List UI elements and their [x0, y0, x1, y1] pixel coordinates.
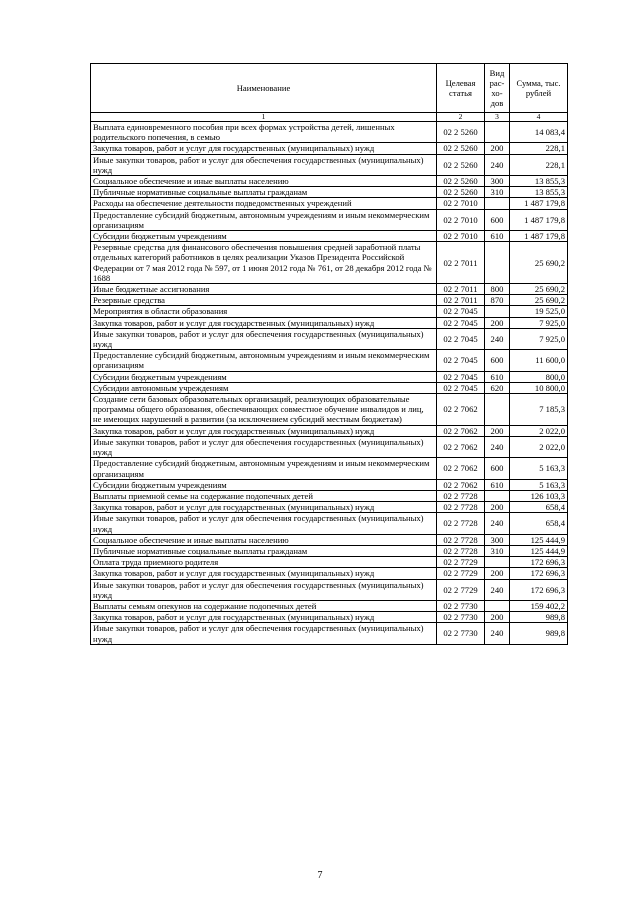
row-name: Расходы на обеспечение деятельности подведомственных учреждений — [91, 198, 437, 209]
table-row — [91, 284, 568, 295]
row-amount: 126 103,3 — [510, 490, 568, 501]
row-code: 02 2 7045 — [437, 328, 485, 349]
row-name: Иные закупки товаров, работ и услуг для обеспечения государственных (муниципальных) нужд — [91, 579, 437, 600]
row-amount: 19 525,0 — [510, 306, 568, 317]
table-row — [91, 154, 568, 175]
row-name: Закупка товаров, работ и услуг для государственных (муниципальных) нужд — [91, 502, 437, 513]
budget-table — [90, 63, 568, 645]
table-row — [91, 513, 568, 534]
row-amount: 13 855,3 — [510, 176, 568, 187]
row-code: 02 2 7062 — [437, 479, 485, 490]
row-name: Субсидии автономным учреждениям — [91, 382, 437, 393]
row-name: Иные закупки товаров, работ и услуг для обеспечения государственных (муниципальных) нужд — [91, 154, 437, 175]
row-amount: 800,0 — [510, 371, 568, 382]
table-row — [91, 382, 568, 393]
row-code: 02 2 7045 — [437, 350, 485, 371]
row-name: Закупка товаров, работ и услуг для государственных (муниципальных) нужд — [91, 425, 437, 436]
table-row — [91, 600, 568, 611]
row-amount: 989,8 — [510, 612, 568, 623]
row-name: Резервные средства — [91, 295, 437, 306]
row-amount: 25 690,2 — [510, 284, 568, 295]
row-code: 02 2 7045 — [437, 382, 485, 393]
table-row — [91, 534, 568, 545]
row-amount: 172 696,3 — [510, 579, 568, 600]
row-code: 02 2 5260 — [437, 187, 485, 198]
row-amount: 11 600,0 — [510, 350, 568, 371]
table-row — [91, 231, 568, 242]
row-name: Иные закупки товаров, работ и услуг для обеспечения государственных (муниципальных) нужд — [91, 513, 437, 534]
row-type: 200 — [485, 502, 510, 513]
row-code: 02 2 7730 — [437, 623, 485, 644]
row-name: Закупка товаров, работ и услуг для государственных (муниципальных) нужд — [91, 317, 437, 328]
row-name: Закупка товаров, работ и услуг для государственных (муниципальных) нужд — [91, 612, 437, 623]
row-type: 600 — [485, 458, 510, 479]
table-row — [91, 436, 568, 457]
row-amount: 989,8 — [510, 623, 568, 644]
table-row — [91, 295, 568, 306]
column-number: 1 — [91, 113, 437, 122]
row-type: 610 — [485, 231, 510, 242]
row-name: Публичные нормативные социальные выплаты гражданам — [91, 187, 437, 198]
row-type: 200 — [485, 612, 510, 623]
row-type: 310 — [485, 187, 510, 198]
row-type — [485, 490, 510, 501]
header-code: Целевая статья — [437, 64, 485, 113]
row-amount: 1 487 179,8 — [510, 198, 568, 209]
row-code: 02 2 5260 — [437, 122, 485, 143]
table-row — [91, 143, 568, 154]
row-amount: 125 444,9 — [510, 534, 568, 545]
table-row — [91, 122, 568, 143]
row-name: Иные закупки товаров, работ и услуг для обеспечения государственных (муниципальных) нужд — [91, 328, 437, 349]
row-amount: 5 163,3 — [510, 458, 568, 479]
table-row — [91, 187, 568, 198]
row-name: Оплата труда приемного родителя — [91, 557, 437, 568]
row-code: 02 2 7045 — [437, 317, 485, 328]
row-code: 02 2 7062 — [437, 436, 485, 457]
table-row — [91, 557, 568, 568]
row-type: 240 — [485, 436, 510, 457]
row-type — [485, 600, 510, 611]
row-type: 870 — [485, 295, 510, 306]
header-name: Наименование — [91, 64, 437, 113]
row-name: Социальное обеспечение и иные выплаты населению — [91, 534, 437, 545]
row-code: 02 2 7728 — [437, 534, 485, 545]
row-amount: 25 690,2 — [510, 242, 568, 284]
row-type — [485, 198, 510, 209]
row-code: 02 2 7728 — [437, 545, 485, 556]
row-name: Предоставление субсидий бюджетным, автономным учреждениям и иным некоммерческим организациям — [91, 350, 437, 371]
row-amount: 172 696,3 — [510, 568, 568, 579]
table-row — [91, 198, 568, 209]
row-type — [485, 242, 510, 284]
row-name: Создание сети базовых образовательных организаций, реализующих образовательные программы общего образования, обеспечивающих совместное обучение инвалидов и лиц, не имеющих нарушений в развитии (за исключением субсидий местным бюджетам) — [91, 394, 437, 426]
row-code: 02 2 7011 — [437, 295, 485, 306]
column-number: 3 — [485, 113, 510, 122]
row-type: 200 — [485, 317, 510, 328]
table-row — [91, 579, 568, 600]
row-amount: 125 444,9 — [510, 545, 568, 556]
row-name: Предоставление субсидий бюджетным, автономным учреждениям и иным некоммерческим организациям — [91, 209, 437, 230]
row-name: Иные закупки товаров, работ и услуг для обеспечения государственных (муниципальных) нужд — [91, 623, 437, 644]
row-type: 600 — [485, 209, 510, 230]
row-amount: 159 402,2 — [510, 600, 568, 611]
row-type — [485, 122, 510, 143]
row-type: 240 — [485, 623, 510, 644]
table-row — [91, 458, 568, 479]
row-amount: 172 696,3 — [510, 557, 568, 568]
row-amount: 1 487 179,8 — [510, 231, 568, 242]
table-body — [91, 122, 568, 645]
row-amount: 1 487 179,8 — [510, 209, 568, 230]
row-amount: 7 925,0 — [510, 328, 568, 349]
row-amount: 7 925,0 — [510, 317, 568, 328]
row-name: Закупка товаров, работ и услуг для государственных (муниципальных) нужд — [91, 143, 437, 154]
column-number: 4 — [510, 113, 568, 122]
table-row — [91, 306, 568, 317]
row-code: 02 2 7011 — [437, 284, 485, 295]
row-type: 600 — [485, 350, 510, 371]
row-type — [485, 394, 510, 426]
row-type: 300 — [485, 176, 510, 187]
row-type: 240 — [485, 579, 510, 600]
table-row — [91, 209, 568, 230]
row-code: 02 2 7729 — [437, 579, 485, 600]
row-amount: 658,4 — [510, 502, 568, 513]
table-row — [91, 568, 568, 579]
row-name: Субсидии бюджетным учреждениям — [91, 479, 437, 490]
row-amount: 2 022,0 — [510, 436, 568, 457]
row-code: 02 2 5260 — [437, 154, 485, 175]
row-amount: 10 800,0 — [510, 382, 568, 393]
row-type — [485, 557, 510, 568]
row-code: 02 2 7010 — [437, 198, 485, 209]
row-amount: 7 185,3 — [510, 394, 568, 426]
row-code: 02 2 7010 — [437, 231, 485, 242]
row-code: 02 2 7010 — [437, 209, 485, 230]
row-type: 800 — [485, 284, 510, 295]
row-name: Выплаты семьям опекунов на содержание подопечных детей — [91, 600, 437, 611]
page-number: 7 — [317, 870, 323, 881]
row-code: 02 2 5260 — [437, 176, 485, 187]
row-code: 02 2 7045 — [437, 371, 485, 382]
row-amount: 228,1 — [510, 143, 568, 154]
row-name: Закупка товаров, работ и услуг для государственных (муниципальных) нужд — [91, 568, 437, 579]
row-code: 02 2 7011 — [437, 242, 485, 284]
row-name: Социальное обеспечение и иные выплаты населению — [91, 176, 437, 187]
header-amount: Сумма, тыс. рублей — [510, 64, 568, 113]
row-type: 310 — [485, 545, 510, 556]
table-row — [91, 371, 568, 382]
table-row — [91, 612, 568, 623]
row-code: 02 2 7045 — [437, 306, 485, 317]
row-code: 02 2 7730 — [437, 600, 485, 611]
row-name: Выплаты приемной семье на содержание подопечных детей — [91, 490, 437, 501]
row-type: 200 — [485, 568, 510, 579]
row-code: 02 2 7728 — [437, 513, 485, 534]
header-type: Вид рас- хо- дов — [485, 64, 510, 113]
row-amount: 25 690,2 — [510, 295, 568, 306]
row-code: 02 2 7729 — [437, 568, 485, 579]
table-row — [91, 502, 568, 513]
row-amount: 658,4 — [510, 513, 568, 534]
row-code: 02 2 5260 — [437, 143, 485, 154]
column-number-row — [91, 113, 568, 122]
row-code: 02 2 7062 — [437, 394, 485, 426]
table-row — [91, 317, 568, 328]
row-name: Субсидии бюджетным учреждениям — [91, 371, 437, 382]
row-name: Резервные средства для финансового обеспечения повышения средней заработной платы отдельных категорий работников в целях реализации Указов Президента Российской Федерации от 7 мая 2012 года № 597, от 1 июня 2012 года № 761, от 28 декабря 2012 года № 1688 — [91, 242, 437, 284]
row-type — [485, 306, 510, 317]
row-code: 02 2 7730 — [437, 612, 485, 623]
row-type: 240 — [485, 513, 510, 534]
row-code: 02 2 7062 — [437, 425, 485, 436]
row-amount: 2 022,0 — [510, 425, 568, 436]
table-row — [91, 479, 568, 490]
row-name: Иные закупки товаров, работ и услуг для обеспечения государственных (муниципальных) нужд — [91, 436, 437, 457]
column-number: 2 — [437, 113, 485, 122]
row-code: 02 2 7728 — [437, 502, 485, 513]
row-amount: 228,1 — [510, 154, 568, 175]
row-code: 02 2 7729 — [437, 557, 485, 568]
row-amount: 13 855,3 — [510, 187, 568, 198]
row-type: 300 — [485, 534, 510, 545]
table-row — [91, 176, 568, 187]
row-code: 02 2 7062 — [437, 458, 485, 479]
row-name: Публичные нормативные социальные выплаты гражданам — [91, 545, 437, 556]
row-type: 200 — [485, 143, 510, 154]
row-type: 200 — [485, 425, 510, 436]
row-amount: 14 083,4 — [510, 122, 568, 143]
row-name: Выплата единовременного пособия при всех формах устройства детей, лишенных родительского попечения, в семью — [91, 122, 437, 143]
row-type: 240 — [485, 328, 510, 349]
row-amount: 5 163,3 — [510, 479, 568, 490]
row-name: Иные бюджетные ассигнования — [91, 284, 437, 295]
row-type: 240 — [485, 154, 510, 175]
row-type: 620 — [485, 382, 510, 393]
table-row — [91, 350, 568, 371]
table-row — [91, 242, 568, 284]
row-name: Предоставление субсидий бюджетным, автономным учреждениям и иным некоммерческим организациям — [91, 458, 437, 479]
table-row — [91, 425, 568, 436]
table-row — [91, 328, 568, 349]
row-type: 610 — [485, 371, 510, 382]
header-row — [91, 64, 568, 113]
table-row — [91, 490, 568, 501]
table-row — [91, 623, 568, 644]
table-row — [91, 545, 568, 556]
row-name: Субсидии бюджетным учреждениям — [91, 231, 437, 242]
row-type: 610 — [485, 479, 510, 490]
row-code: 02 2 7728 — [437, 490, 485, 501]
row-name: Мероприятия в области образования — [91, 306, 437, 317]
table-row — [91, 394, 568, 426]
